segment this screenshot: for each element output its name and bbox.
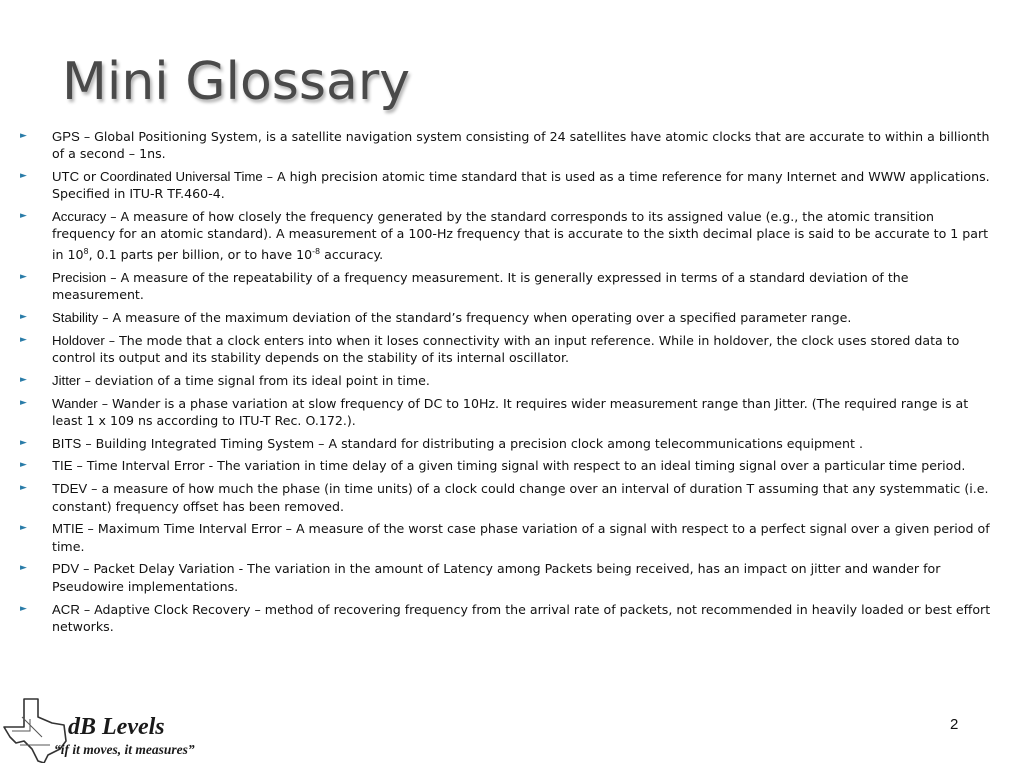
glossary-definition: Building Integrated Timing System – A standard for distributing a precision clock among telecommunications equipment . <box>95 435 863 451</box>
term-separator: – <box>79 129 95 144</box>
glossary-definition: Packet Delay Variation - The variation in the amount of Latency among Packets being received, has an impact on jitter and wander for Pseudowire implementations. <box>52 561 941 594</box>
glossary-term: Jitter <box>52 372 81 388</box>
glossary-item-pdv <box>20 560 1000 595</box>
glossary-definition: Global Positioning System, is a satellite navigation system consisting of 24 satellites have atomic clocks that are accurate to within a billionth of a second – 1ns. <box>52 129 990 162</box>
company-logo <box>2 697 202 763</box>
triangle-bullet-icon: ► <box>20 523 27 534</box>
glossary-term: MTIE <box>52 521 84 537</box>
superscript-exponent: -8 <box>312 246 321 256</box>
term-separator: – <box>97 395 112 411</box>
superscript-exponent: 8 <box>83 246 89 256</box>
glossary-item-bits <box>20 435 1000 452</box>
logo-tagline: “if it moves, it measures” <box>54 742 195 757</box>
glossary-item-holdover <box>20 332 1000 367</box>
term-separator: – <box>81 435 96 451</box>
triangle-bullet-icon: ► <box>20 437 27 448</box>
glossary-definition: A measure of the maximum deviation of the standard’s frequency when operating over a specified parameter range. <box>112 309 852 325</box>
triangle-bullet-icon: ► <box>20 483 27 494</box>
glossary-term: TDEV <box>52 481 88 497</box>
glossary-item-wander <box>20 395 1000 430</box>
term-separator: – <box>87 481 102 497</box>
triangle-bullet-icon: ► <box>20 460 27 471</box>
glossary-definition: Maximum Time Interval Error – A measure of the worst case phase variation of a signal with respect to a perfect signal over a given period of time. <box>52 521 990 554</box>
glossary-item-precision <box>20 269 1000 304</box>
glossary-definition: A measure of the repeatability of a frequency measurement. It is generally expressed in terms of a standard deviation of the measurement. <box>52 269 909 303</box>
triangle-bullet-icon: ► <box>20 374 27 385</box>
glossary-item-mtie <box>20 520 1000 555</box>
glossary-item-utc <box>20 168 1000 203</box>
glossary-definition: A high precision atomic time standard that is used as a time reference for many Internet and WWW applications. Specified in ITU-R TF.460-4. <box>52 169 990 202</box>
glossary-definition: Time Interval Error - The variation in time delay of a given timing signal with respect to an ideal timing signal over a particular time period. <box>86 458 966 474</box>
term-separator: – <box>98 309 113 325</box>
slide-title: Mini Glossary <box>62 52 411 112</box>
glossary-term: Stability <box>52 309 99 325</box>
term-separator: – <box>79 601 95 617</box>
glossary-definition-part-a: A measure of how closely the frequency generated by the standard corresponds to its assigned value (e.g., the atomic transition frequency for an atomic standard). A measurement of a 100-Hz frequency that is accurate to the sixth decimal place is said to be accurate to 1 part in 10 <box>52 209 989 262</box>
glossary-item-jitter <box>20 372 1000 389</box>
term-separator: – <box>79 561 94 577</box>
term-separator: – <box>80 372 95 388</box>
glossary-item-tie <box>20 457 1000 474</box>
glossary-definition: deviation of a time signal from its ideal point in time. <box>94 372 430 388</box>
glossary-list <box>20 128 1000 641</box>
glossary-item-accuracy <box>20 208 1000 263</box>
term-separator: – <box>262 169 278 185</box>
triangle-bullet-icon: ► <box>20 271 27 282</box>
term-separator: – <box>72 458 87 474</box>
triangle-bullet-icon: ► <box>20 603 27 614</box>
glossary-definition: The mode that a clock enters into when it loses connectivity with an input reference. While in holdover, the clock uses stored data to control its output and its stability depends on the stability of its internal oscillator. <box>52 332 960 365</box>
logo-name: dB Levels <box>68 714 165 740</box>
triangle-bullet-icon: ► <box>20 131 27 141</box>
glossary-term: Precision <box>52 269 107 285</box>
triangle-bullet-icon: ► <box>20 211 27 222</box>
triangle-bullet-icon: ► <box>20 171 27 182</box>
glossary-item-acr <box>20 601 1000 636</box>
page-number: 2 <box>950 716 959 733</box>
triangle-bullet-icon: ► <box>20 563 27 574</box>
term-separator: – <box>104 332 120 348</box>
glossary-definition: Wander is a phase variation at slow frequency of DC to 10Hz. It requires wider measurement range than Jitter. (The required range is at least 1 x 109 ns according to ITU-T Rec. O.172.). <box>52 395 969 428</box>
glossary-term: GPS <box>52 129 80 144</box>
glossary-term: BITS <box>52 435 82 451</box>
glossary-term: Wander <box>52 395 98 411</box>
term-separator: – <box>106 209 121 225</box>
term-separator: or <box>79 169 100 185</box>
glossary-term: UTC <box>52 169 80 185</box>
glossary-term: Holdover <box>52 332 105 348</box>
glossary-definition: Adaptive Clock Recovery – method of recovering frequency from the arrival rate of packets, not recommended in heavily loaded or best effort networks. <box>52 601 991 634</box>
glossary-definition-part-b: , 0.1 parts per billion, or to have 10 <box>88 246 313 262</box>
glossary-term: ACR <box>52 601 80 617</box>
glossary-term: TIE <box>52 458 73 474</box>
glossary-definition: a measure of how much the phase (in time units) of a clock could change over an interval of duration T assuming that any systemmatic (i.e. constant) frequency offset has been removed. <box>52 481 989 514</box>
glossary-item-gps <box>20 128 1000 163</box>
term-separator: – <box>106 269 121 285</box>
triangle-bullet-icon: ► <box>20 334 27 345</box>
triangle-bullet-icon: ► <box>20 311 27 322</box>
glossary-term: Accuracy <box>52 209 107 225</box>
glossary-item-tdev <box>20 480 1000 515</box>
triangle-bullet-icon: ► <box>20 397 27 408</box>
glossary-definition-part-c: accuracy. <box>320 246 384 262</box>
glossary-item-stability <box>20 309 1000 326</box>
glossary-term-alt: Coordinated Universal Time <box>100 169 263 185</box>
term-separator: – <box>83 521 98 537</box>
glossary-term: PDV <box>52 561 80 577</box>
